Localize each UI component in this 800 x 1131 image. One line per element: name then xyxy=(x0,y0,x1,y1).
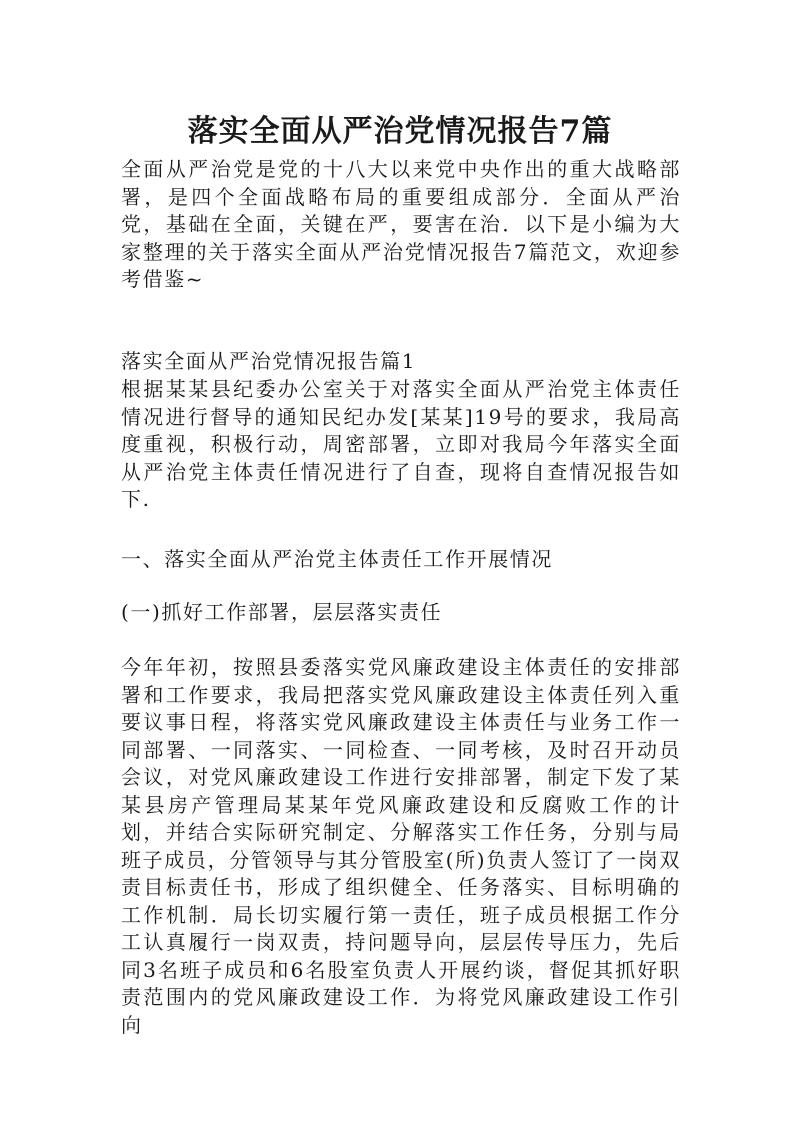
document-title: 落实全面从严治党情况报告7篇 xyxy=(187,114,613,149)
subsection-title: (一)抓好工作部署，层层落实责任 xyxy=(121,600,443,624)
intro-paragraph: 全面从严治党是党的十八大以来党中央作出的重大战略部署，是四个全面战略布局的重要组成部分．全面从严治党，基础在全面，关键在严，要害在治．以下是小编为大家整理的关于落实全面从严治党情况报告7篇范文，欢迎参考借鉴~ xyxy=(121,157,681,291)
section-title: 一、落实全面从严治党主体责任工作开展情况 xyxy=(121,547,553,571)
body-paragraph: 今年年初，按照县委落实党风廉政建设主体责任的安排部署和工作要求，我局把落实党风廉政建设主体责任列入重要议事日程，将落实党风廉政建设主体责任与业务工作一同部署、一同落实、一同检查、一同考核，及时召开动员会议，对党风廉政建设工作进行安排部署，制定下发了某某县房产管理局某某年党风廉政建设和反腐败工作的计划，并结合实际研究制定、分解落实工作任务，分别与局班子成员，分管领导与其分管股室(所)负责人签订了一岗双责目标责任书，形成了组织健全、任务落实、目标明确的工作机制．局长切实履行第一责任，班子成员根据工作分工认真履行一岗双责，持问题导向，层层传导压力，先后同3名班子成员和6名股室负责人开展约谈，督促其抓好职责范围内的党风廉政建设工作．为将党风廉政建设工作引向 xyxy=(121,655,681,1037)
article-heading: 落实全面从严治党情况报告篇1 xyxy=(121,349,417,373)
article-opening-paragraph: 根据某某县纪委办公室关于对落实全面从严治党主体责任情况进行督导的通知民纪办发[某某]19号的要求，我局高度重视，积极行动，周密部署，立即对我局今年落实全面从严治党主体责任情况进行了自查，现将自查情况报告如下. xyxy=(121,377,681,511)
